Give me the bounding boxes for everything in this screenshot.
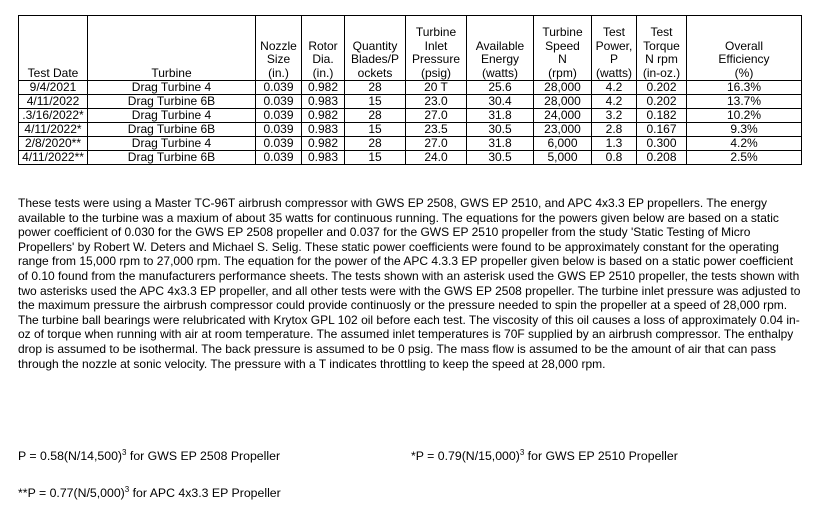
table-cell: 0.202 (637, 81, 687, 95)
column-header (302, 16, 345, 81)
column-header-line: Available (475, 38, 525, 53)
table-cell: 28,000 (534, 81, 592, 95)
column-header-line: N (558, 52, 567, 66)
column-header-line: Nozzle (260, 38, 297, 53)
table-cell: 4/11/2022 (19, 95, 88, 109)
table-cell: 28 (345, 137, 406, 151)
table-cell: 9/4/2021 (19, 81, 88, 95)
column-header (534, 16, 592, 81)
table-cell: 23.5 (406, 123, 467, 137)
table-cell: Drag Turbine 6B (88, 123, 256, 137)
table-cell: 30.4 (467, 95, 534, 109)
formula-apc-4x3-3-ep (18, 486, 281, 500)
column-header (637, 16, 687, 81)
table-cell: 28 (345, 81, 406, 95)
column-header-line: (in.) (268, 65, 289, 80)
table-body (19, 81, 802, 165)
column-header-line: (in.) (312, 65, 334, 80)
results-table (18, 15, 802, 165)
column-header-line: (watts) (596, 65, 632, 80)
column-header-line: Test (602, 25, 625, 39)
table-row (19, 81, 802, 95)
table-cell: 2.5% (687, 151, 802, 165)
column-header (88, 16, 256, 81)
table-row (19, 95, 802, 109)
formula-gws-ep-2510-suffix: for GWS EP 2510 Propeller (524, 449, 678, 463)
column-header-line: Torque (643, 38, 680, 53)
table-cell: 6,000 (534, 137, 592, 151)
table-cell: 0.039 (256, 109, 302, 123)
column-header-line: (rpm) (548, 65, 577, 80)
table-cell: 27.0 (406, 137, 467, 151)
table-row (19, 151, 802, 165)
table-cell: 4.2 (592, 81, 637, 95)
table-cell: Drag Turbine 4 (88, 137, 256, 151)
column-header (256, 16, 302, 81)
table-cell: 0.983 (302, 151, 345, 165)
column-header-line: Dia. (312, 52, 334, 66)
table-header-row (19, 16, 802, 81)
column-header (19, 16, 88, 81)
table-cell: 16.3% (687, 81, 802, 95)
formula-gws-ep-2510-prefix: *P = 0.79(N/15,000) (411, 449, 520, 463)
formula-apc-prefix: **P = 0.77(N/5,000) (18, 486, 125, 500)
table-cell: 0.167 (637, 123, 687, 137)
column-header-line: Turbine (542, 25, 583, 39)
column-header-line: Energy (480, 52, 520, 66)
table-cell: 15 (345, 151, 406, 165)
table-cell: 0.039 (256, 123, 302, 137)
column-header-line: Efficiency (718, 52, 770, 66)
table-cell: 15 (345, 123, 406, 137)
column-header (592, 16, 637, 81)
table-cell: 4.2 (592, 95, 637, 109)
table-cell: 23,000 (534, 123, 592, 137)
table-cell: 30.5 (467, 151, 534, 165)
column-header-line: Rotor (308, 38, 338, 53)
table-cell: 4/11/2022* (19, 123, 88, 137)
column-header (687, 16, 802, 81)
table-cell: 0.8 (592, 151, 637, 165)
table-cell: 0.983 (302, 95, 345, 109)
table-cell: 5,000 (534, 151, 592, 165)
table-cell: Drag Turbine 4 (88, 109, 256, 123)
column-header-line: ockets (357, 65, 393, 80)
column-header-line: Power, (595, 38, 633, 53)
table-cell: Drag Turbine 6B (88, 151, 256, 165)
formula-gws-ep-2508 (18, 449, 280, 463)
table-cell: 4.2% (687, 137, 802, 151)
table-row (19, 109, 802, 123)
table-cell: 31.8 (467, 109, 534, 123)
test-notes-paragraph: These tests were using a Master TC-96T airbrush compressor with GWS EP 2508, GWS EP 2510, and APC 4x3.3 EP propellers. The energy available to the turbine was a maxium of about 35 watts for continuous running. The equations for the powers given below are based on a static power coefficient of 0.030 for the GWS EP 2508 propeller and 0.037 for the GWS EP 2510 propeller from the study 'Static Testing of Micro Propellers' by Robert W. Deters and Michael S. Selig. These static power coefficients were found to be approximately constant for the operating range from 15,000 rpm to 27,000 rpm. The equation for the power of the APC 4.3.3 EP propeller given below is based on a static power coefficient of 0.10 found from the manufacturers performance sheets. The tests shown with an asterisk used the GWS EP 2510 propeller, the tests shown with two asterisks used the APC 4x3.3 EP propeller, and all other tests were with the GWS EP 2508 propeller. The turbine inlet pressure was adjusted to the maximum pressure the airbrush compressor could provide continuosly or the pressure needed to spin the propeller at a speed of 28,000 rpm. The turbine ball bearings were relubricated with Krytox GPL 102 oil before each test. The viscosity of this oil causes a loss of approximately 0.04 in-oz of torque when running with air at room temperature. The assumed inlet temperatures is 70F supplied by an airbrush compressor. The enthalpy drop is assumed to be isothermal. The back pressure is assumed to be 0 psig. The mass flow is assumed to be the amount of air that can pass through the nozzle at sonic velocity. The pressure with a T indicates throttling to keep the speed at 28,000 rpm. (18, 196, 801, 371)
column-header-line: (in-oz.) (642, 65, 681, 80)
table-cell: 23.0 (406, 95, 467, 109)
table-cell: 0.300 (637, 137, 687, 151)
formula-apc-suffix: for APC 4x3.3 EP Propeller (129, 486, 281, 500)
table-cell: Drag Turbine 4 (88, 81, 256, 95)
column-header-line: Turbine (415, 25, 457, 39)
table-cell: 25.6 (467, 81, 534, 95)
column-header-line: Test Date (27, 65, 79, 80)
table-cell: 0.983 (302, 123, 345, 137)
table-cell: 0.982 (302, 137, 345, 151)
table-cell: 0.039 (256, 137, 302, 151)
column-header-line: (%) (734, 65, 754, 80)
column-header-line: Overall (724, 38, 763, 53)
table-cell: 10.2% (687, 109, 802, 123)
table-cell: 0.982 (302, 81, 345, 95)
table-cell: 9.3% (687, 123, 802, 137)
table-cell: 27.0 (406, 109, 467, 123)
table-cell: 0.202 (637, 95, 687, 109)
table-cell: 15 (345, 95, 406, 109)
column-header-line: N rpm (645, 52, 678, 66)
table-cell: .3/16/2022* (19, 109, 88, 123)
column-header-line: Inlet (424, 38, 448, 53)
column-header-line: Turbine (151, 65, 192, 80)
formula-gws-ep-2508-exponent: 3 (122, 448, 127, 457)
formula-gws-ep-2510 (411, 449, 678, 463)
table-cell: 13.7% (687, 95, 802, 109)
column-header-line: Pressure (411, 52, 461, 66)
column-header-line: Size (266, 52, 291, 66)
formula-apc-exponent: 3 (124, 485, 130, 494)
formula-gws-ep-2510-exponent: 3 (519, 448, 525, 457)
column-header-line: Speed (545, 38, 580, 53)
table-cell: 0.039 (256, 151, 302, 165)
table-cell: 4/11/2022** (19, 151, 88, 165)
table-cell: 0.208 (637, 151, 687, 165)
column-header-line: (psig) (420, 65, 451, 80)
formula-gws-ep-2508-suffix: for GWS EP 2508 Propeller (126, 449, 281, 463)
table-cell: 2.8 (592, 123, 637, 137)
table-cell: 1.3 (592, 137, 637, 151)
table-cell: 20 T (406, 81, 467, 95)
column-header-line: Quantity (352, 38, 398, 53)
column-header (467, 16, 534, 81)
table-cell: 28 (345, 109, 406, 123)
table-cell: 24.0 (406, 151, 467, 165)
table-cell: Drag Turbine 6B (88, 95, 256, 109)
table-cell: 0.039 (256, 95, 302, 109)
table-cell: 31.8 (467, 137, 534, 151)
table-row (19, 137, 802, 151)
table-cell: 28,000 (534, 95, 592, 109)
table-cell: 0.982 (302, 109, 345, 123)
column-header-line: Test (650, 25, 673, 39)
table-row (19, 123, 802, 137)
table-cell: 24,000 (534, 109, 592, 123)
column-header (406, 16, 467, 81)
table-cell: 0.182 (637, 109, 687, 123)
table-cell: 3.2 (592, 109, 637, 123)
column-header-line: P (609, 52, 618, 66)
table-cell: 30.5 (467, 123, 534, 137)
column-header-line: (watts) (482, 65, 518, 80)
column-header (345, 16, 406, 81)
column-header-line: Blades/P (350, 52, 400, 66)
table-cell: 0.039 (256, 81, 302, 95)
table-cell: 2/8/2020** (19, 137, 88, 151)
formula-gws-ep-2508-prefix: P = 0.58(N/14,500) (18, 449, 123, 463)
